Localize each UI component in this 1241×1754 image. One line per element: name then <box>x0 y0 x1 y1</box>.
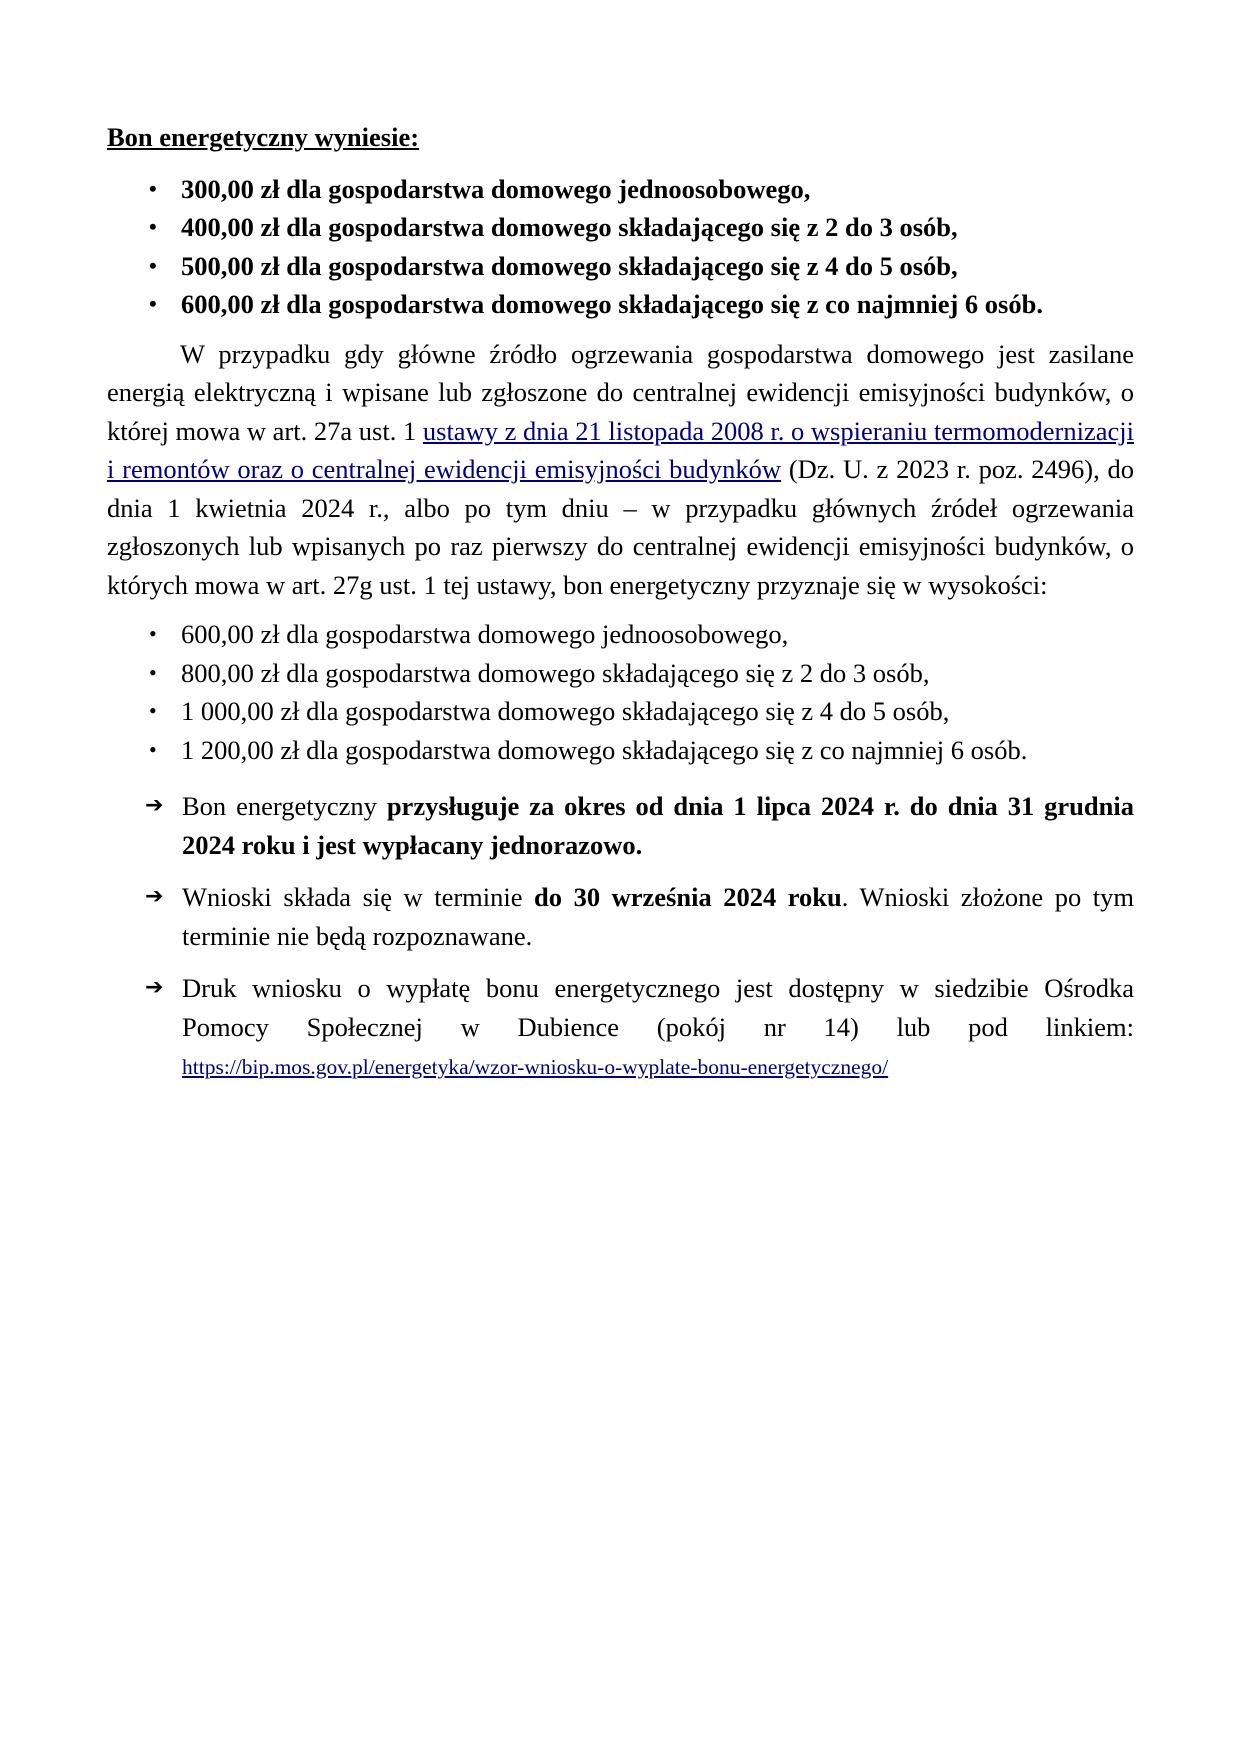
bullet-icon: • <box>149 621 157 646</box>
list-item <box>107 692 1134 731</box>
list-item-text: 500,00 zł dla gospodarstwa domowego składającego się z 4 do 5 osób, <box>181 250 958 281</box>
bullet-icon: • <box>149 175 157 201</box>
note-bold-text: do 30 września 2024 roku <box>534 882 842 912</box>
list-item-text: 600,00 zł dla gospodarstwa domowego składającego się z co najmniej 6 osób. <box>181 289 1043 319</box>
note-period <box>107 787 1134 864</box>
list-item <box>107 170 1134 209</box>
list-item <box>107 731 1134 770</box>
bullet-icon: • <box>149 659 157 685</box>
bullet-icon: • <box>149 736 157 762</box>
act-link[interactable]: ustawy z dnia 21 listopada 2008 r. o wspieraniu termomodernizacji i remontów oraz o centralnej ewidencji emisyjności budynków <box>107 415 1134 484</box>
list-item <box>107 654 1134 693</box>
list-item-text: 800,00 zł dla gospodarstwa domowego składającego się z 2 do 3 osób, <box>181 657 930 688</box>
note-text: Bon energetyczny <box>182 791 387 821</box>
electric-heating-paragraph <box>107 335 1134 605</box>
base-amounts-list <box>107 170 1134 324</box>
paragraph-text: (Dz. U. z 2023 r. poz. 2496), do dnia 1 kwietnia 2024 r., albo po tym dniu – w przypadku głównych źródeł ogrzewania zgłoszonych lub wpisanych po raz pierwszy do centralnej ewidencji emisyjności budynków, o których mowa w art. 27g ust. 1 tej ustawy, bon energetyczny przyznaje się w wysokości: <box>107 454 1135 600</box>
paragraph-text: W przypadku gdy główne źródło ogrzewania gospodarstwa domowego jest zasilane energią elektryczną i wpisane lub zgłoszone do centralnej ewidencji emisyjności budynków, o której mowa w art. 27a ust. 1 <box>107 338 1134 446</box>
list-item <box>107 615 1134 654</box>
list-item-text: 400,00 zł dla gospodarstwa domowego składającego się z 2 do 3 osób, <box>181 212 958 242</box>
bullet-icon: • <box>149 698 157 723</box>
list-item-text: 300,00 zł dla gospodarstwa domowego jednoosobowego, <box>181 173 811 204</box>
note-text: . Wnioski złożone po tym terminie nie będą rozpoznawane. <box>182 882 1134 951</box>
list-item <box>107 208 1134 247</box>
list-item-text: 600,00 zł dla gospodarstwa domowego jednoosobowego, <box>181 619 789 649</box>
electric-amounts-list <box>107 615 1134 769</box>
arrow-right-icon: ➔ <box>145 884 164 909</box>
list-item-text: 1 000,00 zł dla gospodarstwa domowego składającego się z 4 do 5 osób, <box>181 696 950 726</box>
document-page <box>107 118 1134 1101</box>
notes-list <box>107 787 1134 1087</box>
list-item <box>107 247 1134 286</box>
bullet-icon: • <box>149 214 157 239</box>
note-text: Wnioski składa się w terminie <box>182 882 535 912</box>
bullet-icon: • <box>149 291 157 316</box>
arrow-right-icon: ➔ <box>145 975 164 1000</box>
note-text: Druk wniosku o wypłatę bonu energetycznego jest dostępny w siedzibie Ośrodka Pomocy Społecznej w Dubience (pokój nr 14) lub pod linkiem: <box>182 973 1134 1042</box>
note-bold-text: przysługuje za okres od dnia 1 lipca 2024 r. do dnia 31 grudnia 2024 roku i jest wypłacany jednorazowo. <box>182 791 1134 860</box>
note-form <box>107 969 1134 1087</box>
form-download-link[interactable]: https://bip.mos.gov.pl/energetyka/wzor-wniosku-o-wyplate-bonu-energetycznego/ <box>182 1055 889 1079</box>
list-item-text: 1 200,00 zł dla gospodarstwa domowego składającego się z co najmniej 6 osób. <box>181 734 1028 765</box>
bullet-icon: • <box>149 252 157 278</box>
section-heading: Bon energetyczny wyniesie: <box>107 122 420 152</box>
arrow-right-icon: ➔ <box>145 793 164 818</box>
note-deadline <box>107 878 1134 955</box>
list-item <box>107 285 1134 324</box>
